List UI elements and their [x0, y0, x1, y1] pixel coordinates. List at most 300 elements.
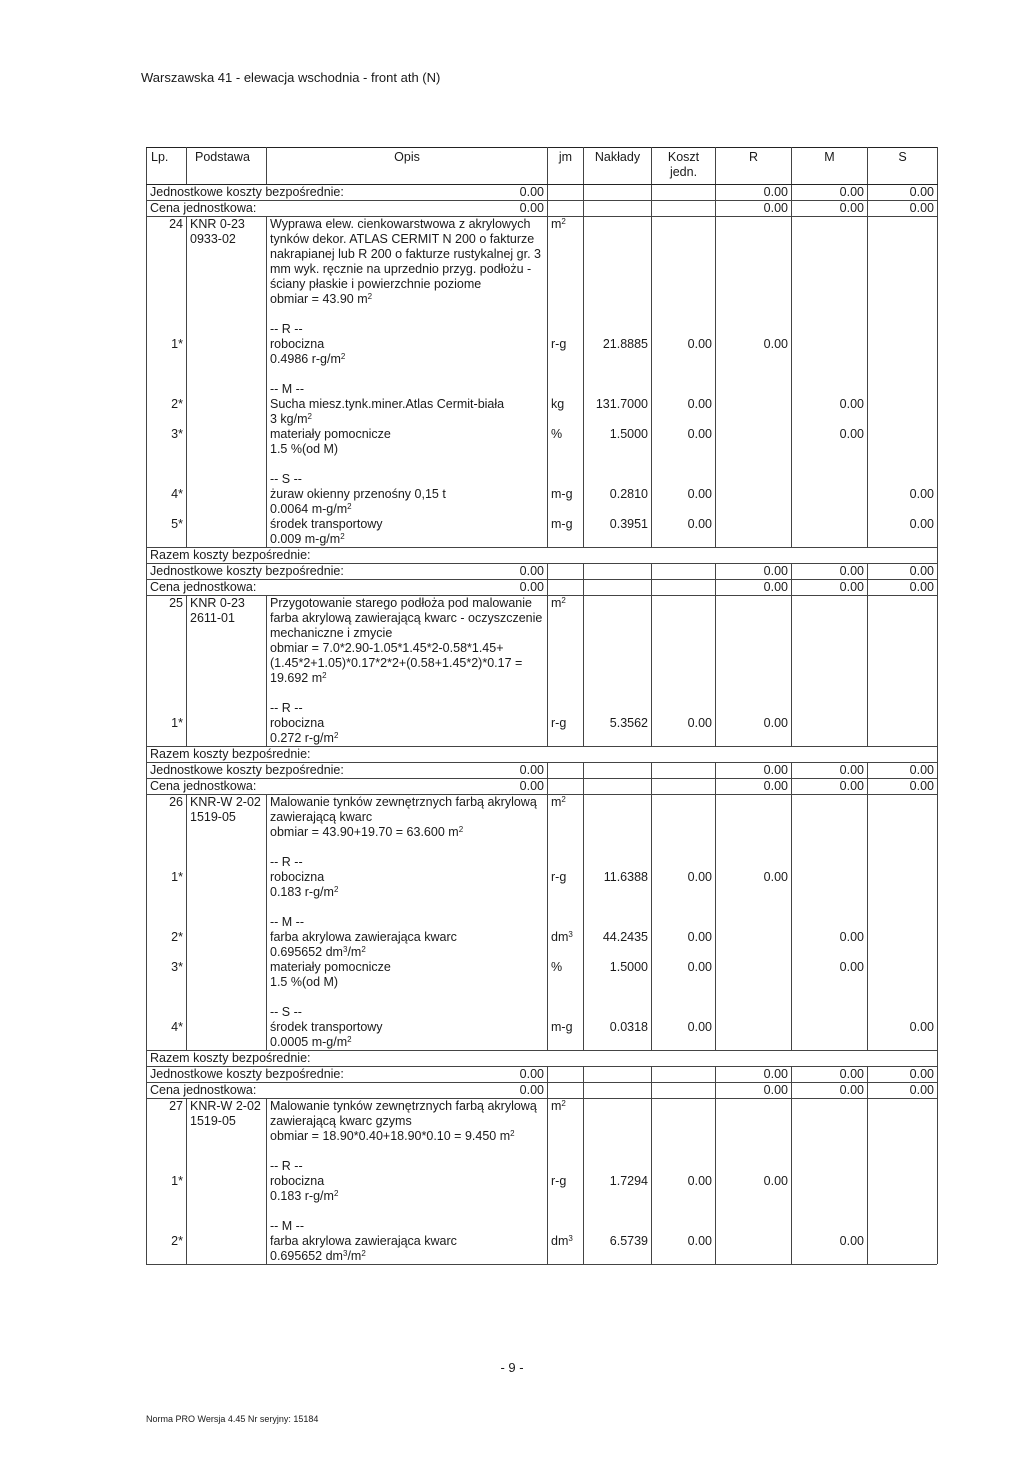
empty-cell: [652, 217, 716, 308]
software-footer: Norma PRO Wersja 4.45 Nr seryjny: 15184: [146, 1414, 319, 1424]
empty-cell: [548, 185, 584, 201]
resource-m: 0.00: [792, 930, 868, 945]
empty-cell: [187, 502, 267, 517]
empty-cell: [187, 397, 267, 412]
empty-cell: [792, 1005, 868, 1020]
resource-s: [868, 716, 938, 731]
empty-cell: [584, 185, 652, 201]
resource-naklady: 21.8885: [584, 337, 652, 352]
summary-r: 0.00: [716, 185, 792, 201]
empty-cell: [187, 1174, 267, 1189]
empty-cell: [652, 915, 716, 930]
empty-cell: [868, 795, 938, 841]
spacer-cell: [548, 900, 584, 915]
resource-m: 0.00: [792, 397, 868, 412]
position-podstawa: KNR 0-23 0933-02: [187, 217, 267, 308]
empty-cell: [652, 855, 716, 870]
spacer-cell: [267, 1144, 548, 1159]
empty-cell: [147, 502, 187, 517]
empty-cell: [868, 855, 938, 870]
position-jm: $m^2$: [548, 217, 584, 308]
spacer-cell: [716, 990, 792, 1005]
resource-row: [147, 1174, 938, 1189]
resource-r: [716, 1234, 792, 1249]
total-direct-cost-row: [147, 747, 938, 763]
empty-cell: [716, 502, 792, 517]
col-header-opis: Opis: [267, 148, 548, 185]
empty-cell: [652, 763, 716, 779]
spacer-cell: [267, 457, 548, 472]
resource-group-name: -- M --: [267, 915, 548, 930]
empty-cell: [548, 412, 584, 427]
empty-cell: [868, 731, 938, 747]
resource-group-name: -- R --: [267, 701, 548, 716]
empty-cell: [716, 472, 792, 487]
empty-cell: [548, 382, 584, 397]
empty-cell: [868, 701, 938, 716]
spacer-cell: [868, 1204, 938, 1219]
resource-norm: 0.009 $m-g/m^2$: [267, 532, 548, 548]
empty-cell: [187, 915, 267, 930]
empty-cell: [792, 795, 868, 841]
resource-lp: 3*: [147, 960, 187, 975]
spacer-cell: [868, 840, 938, 855]
resource-name: środek transportowy: [267, 517, 548, 532]
unit-direct-cost-row: [147, 1067, 938, 1083]
resource-m: [792, 1174, 868, 1189]
resource-norm: 0.183 $r-g/m^2$: [267, 885, 548, 900]
resource-norm-row: [147, 1035, 938, 1051]
empty-cell: [548, 1083, 584, 1099]
resource-r: 0.00: [716, 337, 792, 352]
empty-cell: [716, 1035, 792, 1051]
empty-cell: [716, 532, 792, 548]
spacer-cell: [716, 1144, 792, 1159]
resource-group-row: [147, 915, 938, 930]
spacer-cell: [716, 1204, 792, 1219]
unit-price-label: Cena jednostkowa:: [147, 779, 267, 795]
empty-cell: [187, 960, 267, 975]
summary-value: 0.00: [267, 1067, 548, 1083]
resource-koszt: 0.00: [652, 487, 716, 502]
empty-cell: [147, 1189, 187, 1204]
empty-cell: [716, 1249, 792, 1264]
spacer-cell: [147, 900, 187, 915]
resource-jm: m-g: [548, 1020, 584, 1035]
resource-norm-row: [147, 885, 938, 900]
resource-norm-row: [147, 532, 938, 548]
resource-lp: 2*: [147, 397, 187, 412]
empty-cell: [584, 472, 652, 487]
empty-cell: [584, 201, 652, 217]
spacer-cell: [868, 367, 938, 382]
empty-cell: [716, 701, 792, 716]
summary-m: 0.00: [792, 564, 868, 580]
empty-cell: [548, 472, 584, 487]
resource-norm: 0.695652 $dm^3/m^2$: [267, 1249, 548, 1264]
resource-lp: 4*: [147, 1020, 187, 1035]
unit-price-row: [147, 201, 938, 217]
spacer-cell: [716, 457, 792, 472]
empty-cell: [792, 382, 868, 397]
empty-cell: [792, 217, 868, 308]
col-header-lp: Lp.: [147, 148, 187, 185]
spacer-row: [147, 1204, 938, 1219]
spacer-cell: [792, 1204, 868, 1219]
empty-cell: [187, 382, 267, 397]
empty-cell: [652, 795, 716, 841]
col-header-s: S: [868, 148, 938, 185]
summary-r: 0.00: [716, 580, 792, 596]
empty-cell: [548, 1219, 584, 1234]
empty-cell: [584, 1249, 652, 1264]
empty-cell: [187, 532, 267, 548]
resource-naklady: 44.2435: [584, 930, 652, 945]
empty-cell: [792, 945, 868, 960]
summary-s: 0.00: [868, 779, 938, 795]
spacer-row: [147, 457, 938, 472]
empty-cell: [147, 1005, 187, 1020]
resource-name: materiały pomocnicze: [267, 960, 548, 975]
empty-cell: [548, 442, 584, 457]
spacer-cell: [584, 990, 652, 1005]
page-number: - 9 -: [500, 1360, 524, 1375]
unit-price-label: Cena jednostkowa:: [147, 1083, 267, 1099]
empty-cell: [868, 1249, 938, 1264]
position-description: Malowanie tynków zewnętrznych farbą akrylową zawierającą kwarc: [270, 795, 537, 824]
resource-naklady: 1.5000: [584, 960, 652, 975]
empty-cell: [652, 1159, 716, 1174]
empty-cell: [187, 855, 267, 870]
empty-cell: [868, 382, 938, 397]
spacer-cell: [147, 840, 187, 855]
empty-cell: [187, 701, 267, 716]
empty-cell: [584, 596, 652, 687]
empty-cell: [187, 930, 267, 945]
resource-naklady: 0.2810: [584, 487, 652, 502]
position-podstawa: KNR-W 2-02 1519-05: [187, 1099, 267, 1145]
resource-r: [716, 960, 792, 975]
col-header-m: M: [792, 148, 868, 185]
position-podstawa: KNR 0-23 2611-01: [187, 596, 267, 687]
spacer-cell: [716, 307, 792, 322]
empty-cell: [792, 412, 868, 427]
resource-jm: m-g: [548, 487, 584, 502]
spacer-cell: [147, 1204, 187, 1219]
summary-value: 0.00: [267, 1083, 548, 1099]
empty-cell: [584, 1099, 652, 1145]
summary-s: 0.00: [868, 763, 938, 779]
unit-price-row: [147, 779, 938, 795]
empty-cell: [147, 1035, 187, 1051]
position-description: Wyprawa elew. cienkowarstwowa z akrylowych tynków dekor. ATLAS CERMIT N 200 o fakturze nakrapianej lub R 200 o fakturze rustykalnej gr. 3 mm wyk. ręcznie na uprzednio przyg. podłożu - ściany płaskie i powierzchnie poziome: [270, 217, 541, 291]
empty-cell: [792, 701, 868, 716]
summary-value: 0.00: [267, 763, 548, 779]
resource-group-name: -- S --: [267, 1005, 548, 1020]
spacer-cell: [868, 457, 938, 472]
resource-m: [792, 337, 868, 352]
empty-cell: [147, 945, 187, 960]
empty-cell: [187, 975, 267, 990]
resource-row: [147, 870, 938, 885]
empty-cell: [716, 885, 792, 900]
empty-cell: [652, 472, 716, 487]
empty-cell: [584, 532, 652, 548]
total-direct-cost-label: Razem koszty bezpośrednie:: [147, 548, 938, 564]
resource-name: żuraw okienny przenośny 0,15 t: [267, 487, 548, 502]
resource-name: robocizna: [267, 1174, 548, 1189]
table-bottom-line: [146, 1264, 937, 1265]
empty-cell: [584, 701, 652, 716]
resource-group-name: -- M --: [267, 382, 548, 397]
empty-cell: [652, 1067, 716, 1083]
empty-cell: [187, 885, 267, 900]
spacer-cell: [584, 686, 652, 701]
unit-price-label: Cena jednostkowa:: [147, 201, 267, 217]
resource-m: 0.00: [792, 960, 868, 975]
cost-estimate-sheet: [146, 147, 937, 1322]
empty-cell: [187, 487, 267, 502]
empty-cell: [584, 795, 652, 841]
empty-cell: [652, 1219, 716, 1234]
position-podstawa: KNR-W 2-02 1519-05: [187, 795, 267, 841]
empty-cell: [584, 975, 652, 990]
empty-cell: [584, 322, 652, 337]
resource-row: [147, 716, 938, 731]
spacer-cell: [147, 990, 187, 1005]
resource-s: 0.00: [868, 517, 938, 532]
position-opis: [267, 1099, 548, 1145]
empty-cell: [716, 915, 792, 930]
resource-r: [716, 517, 792, 532]
summary-r: 0.00: [716, 1083, 792, 1099]
summary-s: 0.00: [868, 185, 938, 201]
summary-r: 0.00: [716, 201, 792, 217]
resource-naklady: 11.6388: [584, 870, 652, 885]
spacer-cell: [267, 307, 548, 322]
resource-name: Sucha miesz.tynk.miner.Atlas Cermit-biała: [267, 397, 548, 412]
empty-cell: [187, 1219, 267, 1234]
empty-cell: [652, 442, 716, 457]
empty-cell: [548, 1159, 584, 1174]
empty-cell: [147, 322, 187, 337]
resource-lp: 1*: [147, 870, 187, 885]
empty-cell: [716, 1219, 792, 1234]
empty-cell: [652, 1005, 716, 1020]
empty-cell: [792, 1099, 868, 1145]
summary-value: 0.00: [267, 185, 548, 201]
summary-r: 0.00: [716, 763, 792, 779]
empty-cell: [792, 1249, 868, 1264]
empty-cell: [548, 352, 584, 367]
empty-cell: [147, 975, 187, 990]
empty-cell: [868, 945, 938, 960]
empty-cell: [584, 352, 652, 367]
resource-s: [868, 427, 938, 442]
resource-lp: 3*: [147, 427, 187, 442]
resource-norm-row: [147, 412, 938, 427]
resource-name: robocizna: [267, 337, 548, 352]
resource-norm: 1.5 %(od M): [267, 975, 548, 990]
resource-norm-row: [147, 352, 938, 367]
summary-m: 0.00: [792, 185, 868, 201]
empty-cell: [147, 1219, 187, 1234]
spacer-cell: [548, 457, 584, 472]
unit-price-row: [147, 580, 938, 596]
empty-cell: [187, 731, 267, 747]
empty-cell: [792, 975, 868, 990]
resource-lp: 1*: [147, 337, 187, 352]
resource-jm: kg: [548, 397, 584, 412]
spacer-cell: [584, 307, 652, 322]
resource-s: 0.00: [868, 487, 938, 502]
empty-cell: [652, 382, 716, 397]
resource-jm: $dm^3$: [548, 930, 584, 945]
spacer-cell: [548, 1144, 584, 1159]
cost-body: [147, 185, 938, 1265]
empty-cell: [868, 217, 938, 308]
resource-jm: m-g: [548, 517, 584, 532]
empty-cell: [868, 915, 938, 930]
empty-cell: [868, 442, 938, 457]
empty-cell: [652, 779, 716, 795]
resource-s: [868, 397, 938, 412]
resource-group-name: -- M --: [267, 1219, 548, 1234]
summary-s: 0.00: [868, 564, 938, 580]
empty-cell: [652, 564, 716, 580]
empty-cell: [868, 322, 938, 337]
position-row: [147, 596, 938, 687]
resource-koszt: 0.00: [652, 930, 716, 945]
unit-price-label: Cena jednostkowa:: [147, 580, 267, 596]
resource-jm: r-g: [548, 1174, 584, 1189]
empty-cell: [548, 1035, 584, 1051]
spacer-cell: [267, 840, 548, 855]
resource-row: [147, 427, 938, 442]
position-description: Malowanie tynków zewnętrznych farbą akrylową zawierającą kwarc gzyms: [270, 1099, 537, 1128]
resource-norm-row: [147, 442, 938, 457]
empty-cell: [548, 564, 584, 580]
empty-cell: [187, 1249, 267, 1264]
resource-r: 0.00: [716, 870, 792, 885]
empty-cell: [868, 885, 938, 900]
empty-cell: [187, 337, 267, 352]
empty-cell: [584, 1067, 652, 1083]
empty-cell: [187, 322, 267, 337]
resource-name: farba akrylowa zawierająca kwarc: [267, 930, 548, 945]
empty-cell: [548, 975, 584, 990]
position-opis: [267, 596, 548, 687]
resource-m: 0.00: [792, 427, 868, 442]
empty-cell: [187, 870, 267, 885]
col-header-koszt: Koszt jedn.: [652, 148, 716, 185]
resource-row: [147, 1020, 938, 1035]
empty-cell: [792, 731, 868, 747]
spacer-cell: [652, 900, 716, 915]
resource-m: [792, 517, 868, 532]
resource-lp: 5*: [147, 517, 187, 532]
resource-naklady: 5.3562: [584, 716, 652, 731]
resource-r: [716, 397, 792, 412]
resource-lp: 1*: [147, 1174, 187, 1189]
empty-cell: [652, 185, 716, 201]
resource-jm: r-g: [548, 337, 584, 352]
resource-koszt: 0.00: [652, 397, 716, 412]
spacer-cell: [868, 900, 938, 915]
empty-cell: [652, 1189, 716, 1204]
empty-cell: [716, 442, 792, 457]
summary-s: 0.00: [868, 201, 938, 217]
empty-cell: [584, 564, 652, 580]
spacer-cell: [792, 457, 868, 472]
spacer-cell: [792, 307, 868, 322]
resource-group-row: [147, 1159, 938, 1174]
resource-group-row: [147, 855, 938, 870]
position-jm: $m^2$: [548, 1099, 584, 1145]
resource-s: [868, 870, 938, 885]
resource-r: [716, 487, 792, 502]
empty-cell: [584, 945, 652, 960]
summary-value: 0.00: [267, 779, 548, 795]
empty-cell: [652, 412, 716, 427]
spacer-row: [147, 990, 938, 1005]
summary-m: 0.00: [792, 580, 868, 596]
position-lp: 27: [147, 1099, 187, 1145]
spacer-cell: [584, 1144, 652, 1159]
spacer-cell: [792, 686, 868, 701]
empty-cell: [548, 915, 584, 930]
empty-cell: [716, 1159, 792, 1174]
empty-cell: [584, 217, 652, 308]
empty-cell: [652, 502, 716, 517]
spacer-cell: [187, 686, 267, 701]
spacer-cell: [652, 1144, 716, 1159]
position-lp: 25: [147, 596, 187, 687]
resource-group-row: [147, 1219, 938, 1234]
summary-r: 0.00: [716, 779, 792, 795]
empty-cell: [584, 885, 652, 900]
empty-cell: [716, 322, 792, 337]
empty-cell: [584, 442, 652, 457]
summary-s: 0.00: [868, 580, 938, 596]
empty-cell: [792, 1219, 868, 1234]
empty-cell: [652, 975, 716, 990]
resource-jm: %: [548, 427, 584, 442]
resource-name: farba akrylowa zawierająca kwarc: [267, 1234, 548, 1249]
resource-group-name: -- R --: [267, 322, 548, 337]
resource-lp: 4*: [147, 487, 187, 502]
spacer-cell: [652, 457, 716, 472]
summary-m: 0.00: [792, 1067, 868, 1083]
empty-cell: [548, 885, 584, 900]
spacer-cell: [716, 367, 792, 382]
spacer-cell: [548, 686, 584, 701]
resource-r: 0.00: [716, 1174, 792, 1189]
empty-cell: [147, 731, 187, 747]
spacer-cell: [716, 840, 792, 855]
resource-koszt: 0.00: [652, 337, 716, 352]
resource-row: [147, 337, 938, 352]
empty-cell: [792, 322, 868, 337]
empty-cell: [716, 596, 792, 687]
cost-table: [146, 147, 938, 1264]
resource-s: [868, 1234, 938, 1249]
empty-cell: [868, 1035, 938, 1051]
table-header-row: [147, 148, 938, 185]
resource-norm: 0.0005 $m-g/m^2$: [267, 1035, 548, 1051]
resource-norm: 0.4986 $r-g/m^2$: [267, 352, 548, 367]
resource-naklady: 1.7294: [584, 1174, 652, 1189]
